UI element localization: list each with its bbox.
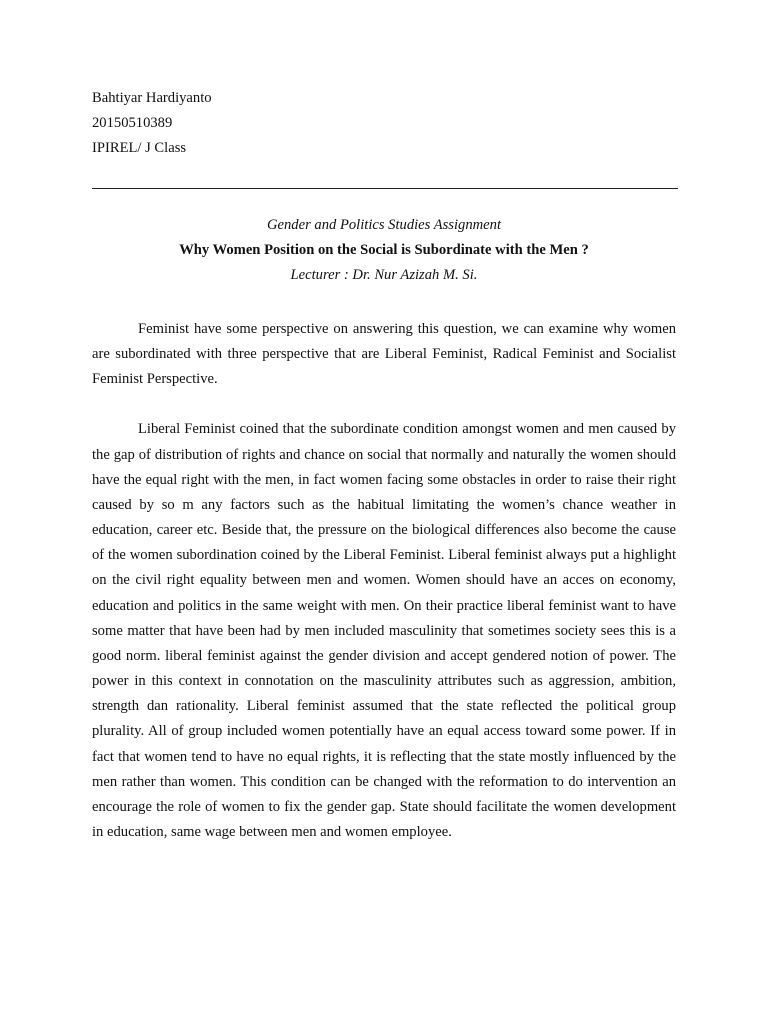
class-label: IPIREL/ J Class: [92, 140, 187, 156]
liberal-feminist-paragraph: Liberal Feminist coined that the subordinate condition amongst women and men caused by the gap of distribution of rights and chance on social that normally and naturally the women should have the equal right with the men, in fact women facing some obstacles in order to raise their right caused by so m any factors such as the habitual limitating the women’s chance weather in education, career etc. Beside that, the pressure on the biological differences also become the cause of the women subordination coined by the Liberal Feminist. Liberal feminist always put a highlight on the civil right equality between men and women. Women should have an acces on economy, education and politics in the same weight with men. On their practice liberal feminist want to have some matter that have been had by men included masculinity that sometimes society sees this is a good norm. liberal feminist against the gender division and accept gendered notion of power. The power in this context in connotation on the masculinity attributes such as aggression, ambition, strength dan rationality. Liberal feminist assumed that the state reflected the political group plurality. All of group included women potentially have an equal access toward some power. If in fact that women tend to have no equal rights, it is reflecting that the state mostly influenced by the men rather than women. This condition can be changed with the reformation to do intervention an encourage the role of women to fix the gender gap. State should facilitate the women development in education, same wage between men and women employee.: [92, 421, 676, 840]
lecturer-line: Lecturer : Dr. Nur Azizah M. Si.: [290, 267, 478, 283]
author-name: Bahtiyar Hardiyanto: [92, 90, 212, 106]
body-text: [92, 317, 676, 845]
author-header: [92, 86, 212, 161]
horizontal-divider: [92, 188, 678, 189]
course-title: Gender and Politics Studies Assignment: [266, 217, 502, 233]
student-id: 20150510389: [92, 115, 173, 131]
title-block: [92, 213, 676, 288]
assignment-question: Why Women Position on the Social is Subordinate with the Men ?: [179, 242, 589, 258]
intro-paragraph: Feminist have some perspective on answering this question, we can examine why women are subordinated with three perspective that are Liberal Feminist, Radical Feminist and Socialist Feminist Perspective.: [92, 321, 676, 388]
